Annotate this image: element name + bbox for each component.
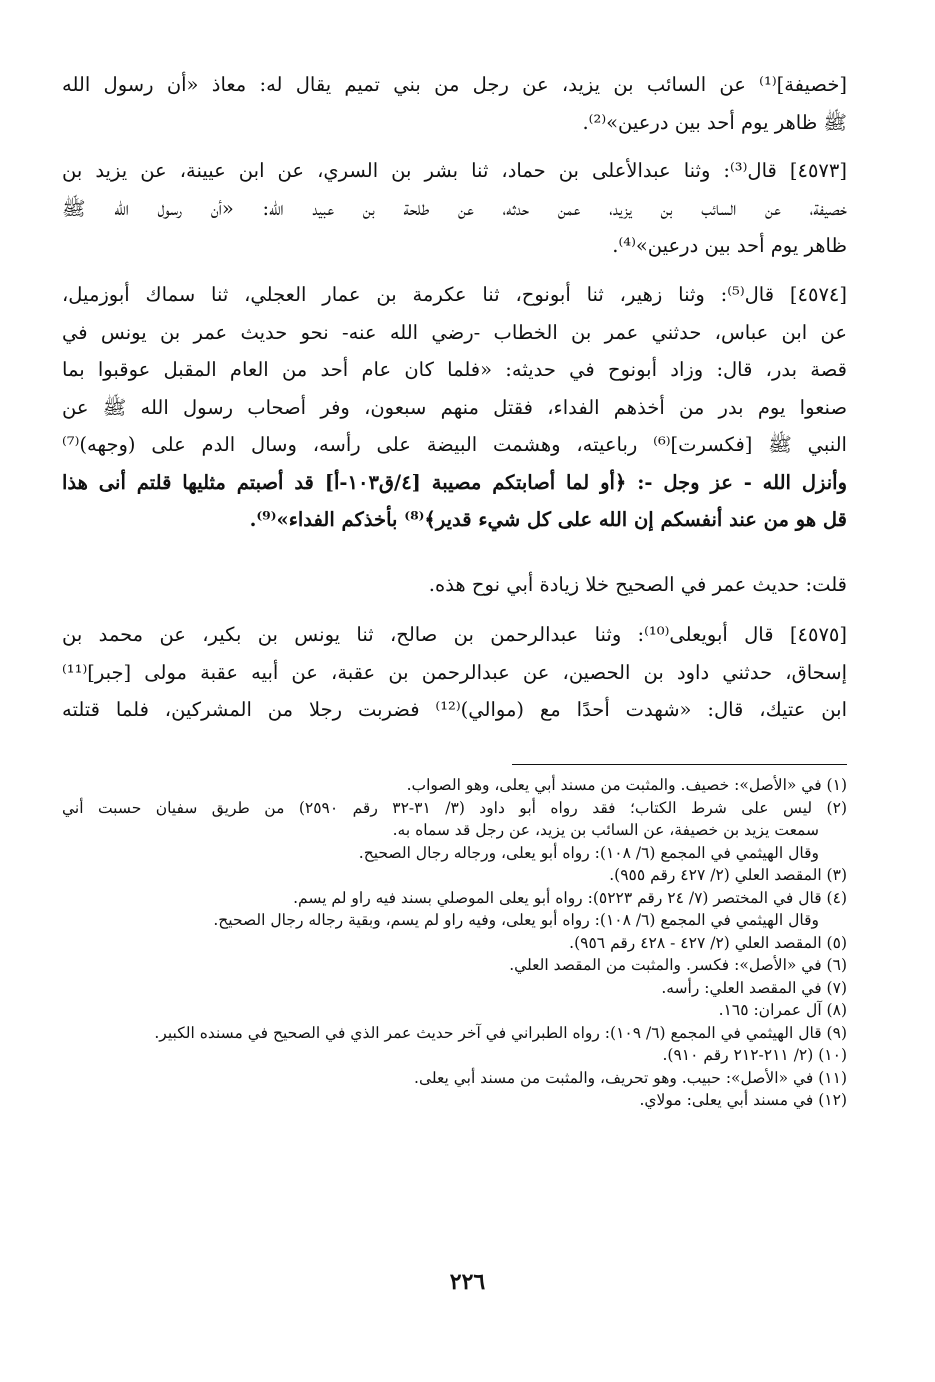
footnote: (١١) في «الأصل»: حبيب. وهو تحريف، والمثبت من مسند أبي يعلى.	[414, 1068, 847, 1087]
footnote: (٥) المقصد العلي (٢/ ٤٢٧ - ٤٢٨ رقم ٩٥٦).	[569, 933, 847, 952]
page-number: ٢٢٦	[449, 1269, 486, 1295]
paragraph-1	[62, 66, 847, 141]
footnote: (٣) المقصد العلي (٢/ ٤٢٧ رقم ٩٥٥).	[609, 866, 847, 884]
text-line: [٤٥٧٤] قال⁽⁵⁾: وثنا زهير، ثنا أبونوح، ثنا عكرمة بن عمار العجلي، ثنا سماك أبوزميل،	[62, 283, 848, 306]
text-line: [خصيفة]⁽¹⁾ عن السائب بن يزيد، عن رجل من بني تميم يقال له: معاذ «أن رسول الله	[62, 73, 847, 96]
footnote: (٤) قال في المختصر (٧/ ٢٤ رقم ٥٢٢٣): رواه أبو يعلى الموصلي بسند فيه راو لم يسم.	[293, 888, 847, 907]
footnote-continuation: وقال الهيثمي في المجمع (٦/ ١٠٨): رواه أبو يعلى، ورجاله رجال الصحيح.	[358, 843, 819, 862]
text-line: ظاهر يوم أحد بين درعين»⁽⁴⁾.	[612, 234, 847, 257]
text-line: عن ابن عباس، حدثني عمر بن الخطاب -رضي الله عنه- نحو حديث عمر بن يونس في	[62, 320, 847, 344]
text-line: قصة بدر، قال: وزاد أبونوح في حديثه: «فلما كان عام أحد من العام المقبل عوقبوا بما	[62, 358, 847, 381]
footnote: (٩) قال الهيثمي في المجمع (٦/ ١٠٩): رواه الطبراني في آخر حديث عمر الذي في الصحيح في مسنده الكبير.	[154, 1023, 847, 1042]
paragraph-4573	[62, 152, 847, 265]
paragraph-comment	[62, 566, 847, 604]
text-line: [٤٥٧٥] قال أبويعلى⁽¹⁰⁾: وثنا عبدالرحمن بن صالح، ثنا يونس بن بكير، عن محمد بن	[62, 623, 848, 646]
paragraph-4575	[62, 616, 847, 729]
text-line: صنعوا يوم بدر من أخذهم الفداء، فقتل منهم سبعون، وفر أصحاب رسول الله ﷺ عن	[62, 395, 847, 419]
paragraph-4574	[62, 276, 847, 539]
quran-verse-line: وأنزل الله - عز وجل -: ﴿أو لما أصابتكم مصيبة [٤/ق١٠٣-أ] قد أصبتم مثليها قلتم أنى هذا	[62, 470, 848, 494]
footnote: (٦) في «الأصل»: فكسر. والمثبت من المقصد العلي.	[509, 956, 847, 974]
footnote: (٢) ليس على شرط الكتاب؛ فقد رواه أبو داود (٣/ ٣١-٣٢ رقم ٢٥٩٠) من طريق سفيان حسبت أني	[62, 798, 847, 817]
footnotes	[62, 774, 847, 1112]
footnote: (١٠) (٢/ ٢١١-٢١٢ رقم ٩١٠).	[662, 1046, 847, 1064]
footnote: (١) في «الأصل»: خصيف. والمثبت من مسند أبي يعلى، وهو الصواب.	[406, 776, 847, 794]
footnote: (١٢) في مسند أبي يعلى: مولاي.	[639, 1091, 847, 1109]
text-line: خصيفة، عن السائب بن يزيد، عمن حدثه، عن طلحة بن عبيد الله: «أن رسول الله ﷺ	[62, 196, 847, 220]
text-line: قلت: حديث عمر في الصحيح خلا زيادة أبي نوح هذه.	[428, 573, 847, 596]
text-line: النبي ﷺ [فكسرت]⁽⁶⁾ رباعيته، وهشمت البيضة على رأسه، وسال الدم على (وجهه)⁽⁷⁾	[62, 433, 847, 456]
footnote-continuation: سمعت يزيد بن خصيفة، عن السائب بن يزيد، عن رجل قد سماه به.	[392, 821, 819, 839]
footnote: (٨) آل عمران: ١٦٥.	[718, 1001, 847, 1019]
footnote: (٧) في المقصد العلي: رأسه.	[661, 978, 847, 997]
quran-verse-line: قل هو من عند أنفسكم إن الله على كل شيء قدير﴾⁽⁸⁾ بأخذكم الفداء»⁽⁹⁾.	[249, 508, 847, 531]
text-line: إسحاق، حدثني داود بن الحصين، عن عبدالرحمن بن عقبة، عن أبيه عقبة مولى [جبر]⁽¹¹⁾	[62, 660, 847, 684]
footnote-separator	[512, 764, 847, 765]
footnote-continuation: وقال الهيثمي في المجمع (٦/ ١٠٨): رواه أبو يعلى، وفيه راو لم يسم، وبقية رجاله رجال الصحيح.	[213, 911, 819, 929]
text-line: ابن عتيك، قال: «شهدت أحدًا مع (موالي)⁽¹²⁾ فضربت رجلا من المشركين، فلما قتلته	[62, 698, 847, 721]
text-line: ﷺ ظاهر يوم أحد بين درعين»⁽²⁾.	[582, 110, 847, 134]
text-line: [٤٥٧٣] قال⁽³⁾: وثنا عبدالأعلى بن حماد، ثنا بشر بن السري، عن ابن عيينة، عن يزيد بن	[62, 159, 847, 182]
